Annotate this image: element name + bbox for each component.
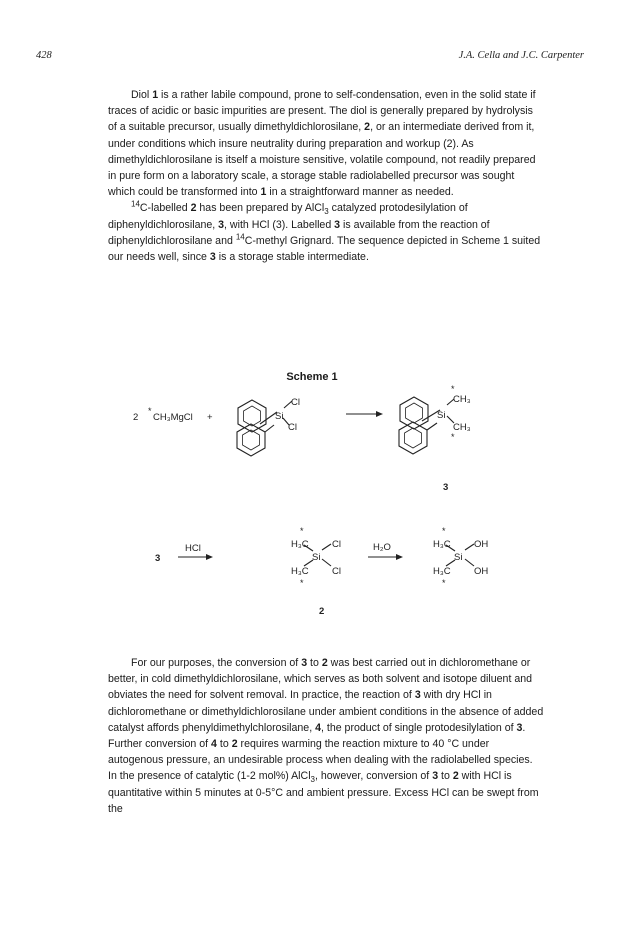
label-si: Si xyxy=(437,410,446,421)
compound-number: 2 xyxy=(364,121,371,134)
paragraph xyxy=(108,655,544,817)
compound-number: 4 xyxy=(315,721,321,734)
text-run: is available from the reaction of diphenyldichlorosilane and xyxy=(108,218,490,247)
label-cl: Cl xyxy=(332,539,341,550)
text-run: , however, conversion of xyxy=(315,770,433,783)
compound-label-2: 2 xyxy=(319,606,325,617)
compound-number: 2 xyxy=(231,738,238,751)
text-run: For our purposes, the conversion of xyxy=(131,657,302,669)
label-si: Si xyxy=(275,411,284,422)
compound-number: 3 xyxy=(432,770,439,783)
label-si: Si xyxy=(454,552,463,563)
label-asterisk: * xyxy=(451,384,455,394)
reagent-hcl: HCl xyxy=(185,543,201,554)
label-cl: Cl xyxy=(332,566,341,577)
text-run: . Further conversion of xyxy=(108,721,526,751)
compound-number: 2 xyxy=(452,770,459,783)
label-si: Si xyxy=(312,552,321,563)
text-run: , the product of single protodesilylation of xyxy=(321,721,517,734)
label-asterisk: * xyxy=(451,432,455,442)
text-run: is a rather labile compound, prone to self-condensation, even in the solid state if traces of acidic or basic impurities are present. The diol is generally prepared by hydrolysis of a suitable precursor, usually dimethyldichlorosilane, xyxy=(108,89,536,134)
label-h3c: H₃C xyxy=(291,566,309,577)
text-run: to xyxy=(307,657,322,669)
text-run: was best carried out in dichloromethane or better, in cold dimethyldichlorosilane, which serves as both solvent and isotope diluent and obviates the need for solvent removal. In practice, the reaction of xyxy=(108,657,533,702)
grignard-coefficient: 2 xyxy=(133,412,139,423)
arrowhead xyxy=(206,554,213,560)
compound-number: 3 xyxy=(334,218,341,231)
label-asterisk: * xyxy=(442,526,446,536)
compound-number: 1 xyxy=(152,89,159,101)
text-run: , or an intermediate derived from it, under conditions which insure neutrality during preparation and workup (2). As dimethyldichlorosilane is itself a moisture sensitive, volatile compound, not readily prepared in pure form on a laboratory scale, a storage stable radiolabelled precursor was sought which could be transformed into xyxy=(108,121,536,199)
text-run: has been prepared by AlCl xyxy=(196,202,325,215)
text-run: catalyzed protodesilylation of diphenyldichlorosilane, xyxy=(108,202,468,231)
bond xyxy=(322,544,331,550)
label-h3c: H₃C xyxy=(291,539,309,550)
bond xyxy=(465,544,474,550)
text-run: in a straightforward manner as needed. xyxy=(266,186,454,199)
label-oh: OH xyxy=(474,539,489,550)
text-run: to xyxy=(438,770,453,783)
scheme-title: Scheme 1 xyxy=(286,371,338,383)
text-run: with HCl is quantitative within 5 minutes at 0-5°C and ambient pressure. Excess HCl can be swept from the xyxy=(108,770,539,815)
text-run: Diol xyxy=(131,89,153,101)
label-asterisk: * xyxy=(300,578,304,588)
reagent-h2o: H₂O xyxy=(373,542,391,553)
compound-label-3: 3 xyxy=(155,553,161,564)
arrowhead xyxy=(396,554,403,560)
phenyl-ring-lower-left xyxy=(237,424,265,456)
bond xyxy=(427,423,437,430)
label-oh: OH xyxy=(474,566,489,577)
text-run: 3 xyxy=(310,775,315,785)
plus-sign: + xyxy=(207,412,213,423)
bond xyxy=(322,559,331,566)
arrowhead xyxy=(376,411,383,417)
page-number: 428 xyxy=(36,50,52,61)
bond xyxy=(265,425,274,432)
compound-number: 3 xyxy=(209,251,216,264)
text-run: to xyxy=(216,738,232,751)
text-run: 14 xyxy=(131,199,140,209)
text-run: C-labelled xyxy=(139,202,191,215)
running-header-authors: J.A. Cella and J.C. Carpenter xyxy=(458,50,584,61)
phenyl-ring-lower-right xyxy=(399,422,427,454)
phenyl-ring-upper-left xyxy=(238,400,266,432)
compound-label-3: 3 xyxy=(443,482,449,493)
text-run: with dry HCl in dichloromethane or dimethyldichlorosilane under ambient conditions in the absence of added catalyst affords phenyldimethylchlorosilane, xyxy=(108,689,544,734)
body-text-bottom xyxy=(108,655,544,817)
label-asterisk: * xyxy=(300,526,304,536)
text-run: 14 xyxy=(235,232,245,242)
phenyl-ring-upper-right xyxy=(400,397,428,429)
compound-number: 2 xyxy=(190,202,197,215)
text-run: 3 xyxy=(324,207,329,217)
label-h3c: H₃C xyxy=(433,539,451,550)
compound-number: 4 xyxy=(211,738,217,751)
text-run: C-methyl Grignard. The sequence depicted in Scheme 1 suited our needs well, since xyxy=(108,234,541,264)
label-cl: Cl xyxy=(288,422,297,433)
label-asterisk: * xyxy=(442,578,446,588)
text-run: is a storage stable intermediate. xyxy=(215,251,369,264)
compound-number: 3 xyxy=(414,689,421,702)
text-run: requires warming the reaction mixture to 40 °C under autogenous pressure, an undesirable process when dealing with the radiolabelled species. In the presence of catalytic (1-2 mol%) AlCl xyxy=(108,738,533,783)
compound-number: 3 xyxy=(516,721,523,734)
label-asterisk: * xyxy=(148,406,152,416)
compound-number: 3 xyxy=(218,218,225,231)
compound-number: 1 xyxy=(260,186,267,199)
bond xyxy=(465,559,474,566)
label-ch3: CH₃ xyxy=(453,422,471,433)
label-ch3: CH₃ xyxy=(453,394,471,405)
compound-number: 3 xyxy=(301,657,308,669)
label-cl: Cl xyxy=(291,397,300,408)
compound-number: 2 xyxy=(321,657,328,669)
label-h3c: H₃C xyxy=(433,566,451,577)
text-run: , with HCl (3). Labelled xyxy=(224,218,335,231)
grignard-reagent: CH₃MgCl xyxy=(153,412,193,423)
